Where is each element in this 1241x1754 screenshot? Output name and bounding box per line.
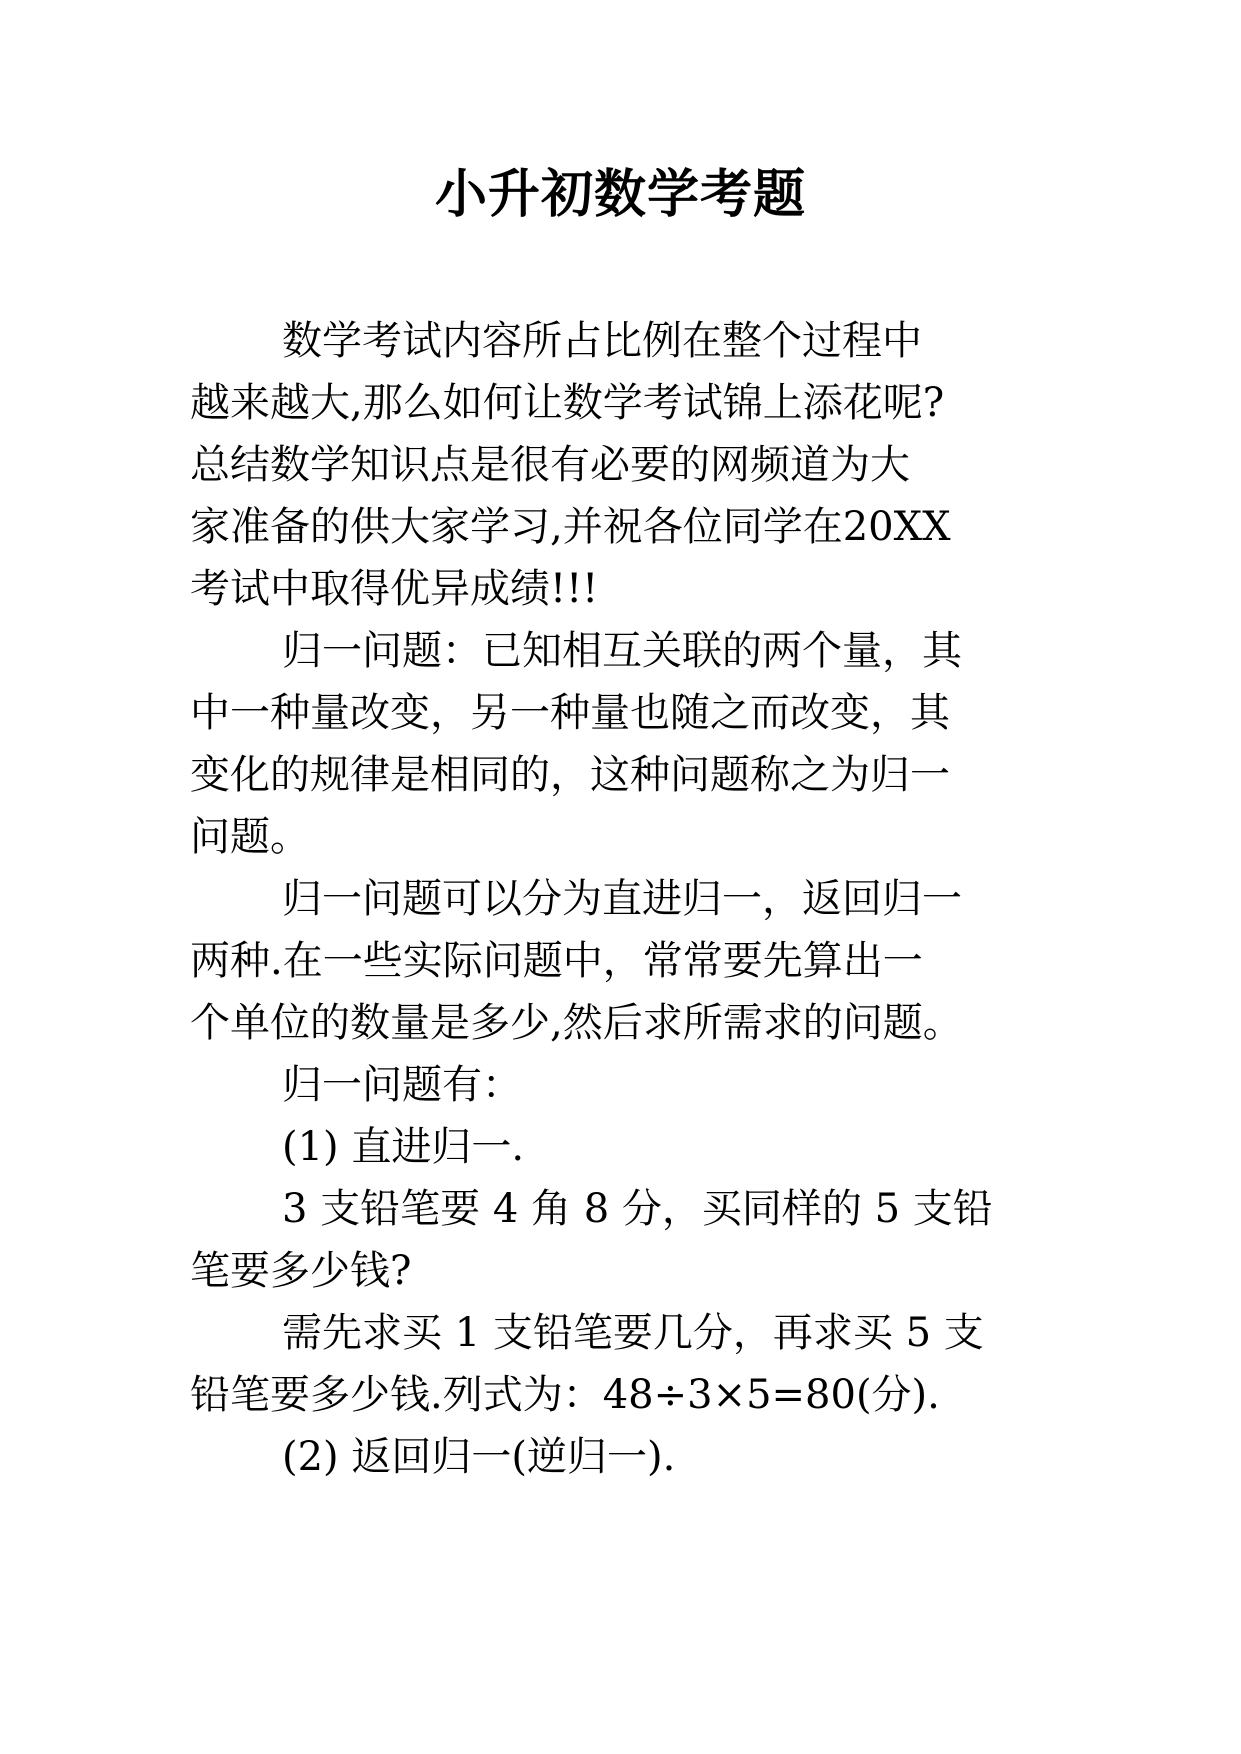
text-line: 问题。 bbox=[190, 814, 310, 860]
text-line: 越来越大,那么如何让数学考试锦上添花呢? bbox=[190, 380, 945, 426]
text-line: 3 支铅笔要 4 角 8 分，买同样的 5 支铅 bbox=[282, 1186, 993, 1232]
document-body bbox=[190, 310, 1060, 1488]
text-line: 归一问题可以分为直进归一，返回归一 bbox=[282, 876, 962, 922]
text-line: (2) 返回归一(逆归一). bbox=[282, 1434, 676, 1480]
text-line: 归一问题有： bbox=[282, 1062, 522, 1108]
text-line: 两种.在一些实际问题中，常常要先算出一 bbox=[190, 938, 923, 984]
text-line: 铅笔要多少钱.列式为：48÷3×5=80(分). bbox=[190, 1372, 940, 1418]
text-line: 笔要多少钱? bbox=[190, 1248, 412, 1294]
text-line: 归一问题：已知相互关联的两个量，其 bbox=[282, 628, 962, 674]
document-title: 小升初数学考题 bbox=[434, 164, 806, 225]
text-line: (1) 直进归一. bbox=[282, 1124, 525, 1170]
text-line: 需先求买 1 支铅笔要几分，再求买 5 支 bbox=[282, 1310, 984, 1356]
text-line: 数学考试内容所占比例在整个过程中 bbox=[282, 318, 922, 364]
text-line: 中一种量改变，另一种量也随之而改变，其 bbox=[190, 690, 950, 736]
text-line: 家准备的供大家学习,并祝各位同学在20XX bbox=[190, 504, 951, 550]
text-line: 总结数学知识点是很有必要的网频道为大 bbox=[190, 442, 910, 488]
text-line: 考试中取得优异成绩!!! bbox=[190, 566, 599, 612]
text-line: 个单位的数量是多少,然后求所需求的问题。 bbox=[190, 1000, 963, 1046]
text-line: 变化的规律是相同的，这种问题称之为归一 bbox=[190, 752, 950, 798]
